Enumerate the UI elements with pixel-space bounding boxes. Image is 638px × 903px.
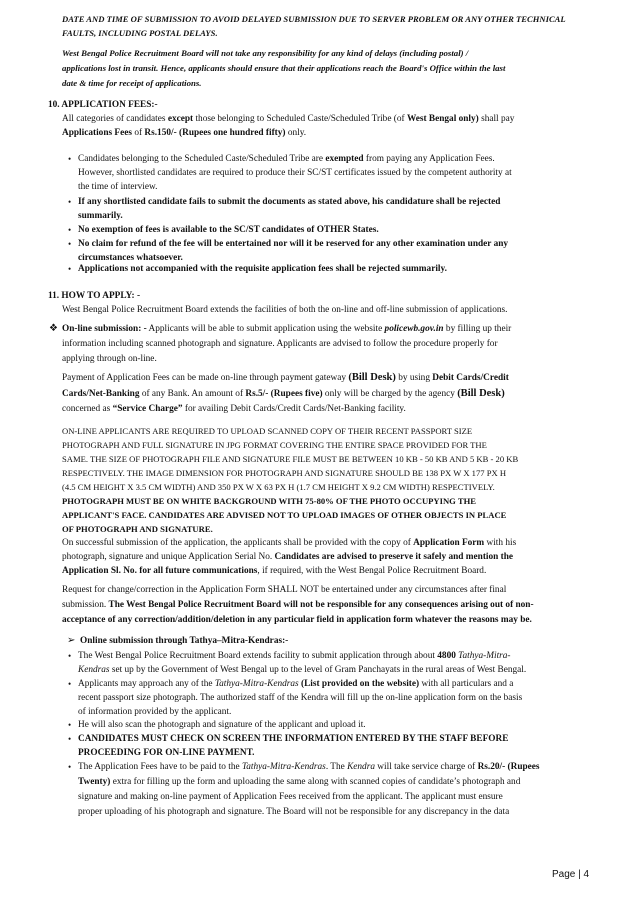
fees-paragraph [62,112,592,140]
bullet-icon: • [68,197,72,207]
tmk-heading: Online submission through Tathya–Mitra-Kendras:- [80,636,289,646]
text-line: Applications Fees of Rs.150/- (Rupees one hundred fifty) only. [62,128,307,138]
notice-line: DATE AND TIME OF SUBMISSION TO AVOID DELAYED SUBMISSION DUE TO SERVER PROBLEM OR ANY OTHER TECHNICAL [62,14,566,24]
notice-line: West Bengal Police Recruitment Board will not take any responsibility for any kind of delays (including postal) / [62,48,469,58]
section-heading-apply: 11. HOW TO APPLY: - [48,291,141,301]
correction-request-paragraph: Request for change/correction in the Application Form SHALL NOT be entertained under any circumstances after final submission. The West Bengal Police Recruitment Board will not be responsible for any consequences arising out of non- acceptance of any correction/addition/deletion in any particular field in application form whatever the reasons may be. [62,585,534,625]
bullet-icon: • [68,720,72,730]
bullet-icon: • [68,239,72,249]
bullet-icon: • [68,734,72,744]
apply-intro: West Bengal Police Recruitment Board extends the facilities of both the on-line and off-line submission of applications. [62,305,508,315]
bullet-icon: • [68,762,72,772]
successful-submission-paragraph: On successful submission of the application, the applicants shall be provided with the copy of Application Form with his photograph, signature and unique Application Serial No. Candidates are advised to preserve it safely and mention the Application Sl. No. for all future communications, if required, with the West Bengal Police Recruitment Board. [62,538,517,576]
bullet-icon: • [68,225,72,235]
upload-instructions: ON-LINE APPLICANTS ARE REQUIRED TO UPLOAD SCANNED COPY OF THEIR RECENT PASSPORT SIZE PHOTOGRAPH AND FULL SIGNATURE IN JPG FORMAT COVERING THE ENTIRE SPACE PROVIDED FOR THE SAME. THE SIZE OF PHOTOGRAPH FILE AND SIGNATURE FILE MUST BE BETWEEN 10 KB - 50 KB AND 5 KB - 20 KB RESPECTIVELY. THE IMAGE DIMENSION FOR PHOTOGRAPH AND SIGNATURE SHOULD BE 138 PX W X 177 PX H (4.5 CM HEIGHT X 3.5 CM WIDTH) AND 350 PX W X 63 PX H (1.7 CM HEIGHT X 9.2 CM WIDTH) RESPECTIVELY. PHOTOGRAPH MUST BE ON WHITE BACKGROUND WITH 75-80% OF THE PHOTO OCCUPYING THE APPLICANT'S FACE. CANDIDATES ARE ADVISED NOT TO UPLOAD IMAGES OF OTHER OBJECTS IN PLACE OF PHOTOGRAPH AND SIGNATURE. [62,426,519,534]
list-item: Candidates belonging to the Scheduled Caste/Scheduled Tribe are exempted from paying any Application Fees. However, shortlisted candidates are required to produce their SC/ST certificates issued by the competent authority at the time of interview. [78,154,512,192]
list-item: If any shortlisted candidate fails to submit the documents as stated above, his candidature shall be rejected summarily. [78,197,501,221]
list-item: Applicants may approach any of the Tathya-Mitra-Kendras (List provided on the website) with all particulars and a recent passport size photograph. The authorized staff of the Kendra will fill up the on-line application form on the basis of information provided by the applicant. [78,679,523,717]
bullet-icon: • [68,154,72,164]
section-heading-fees: 10. APPLICATION FEES:- [48,100,158,110]
notice-line: FAULTS, INCLUDING POSTAL DELAYS. [62,28,218,38]
bullet-icon: • [68,679,72,689]
list-item: He will also scan the photograph and signature of the applicant and upload it. [78,720,366,730]
submission-notice [62,12,592,40]
bullet-icon: • [68,651,72,661]
list-item: The Application Fees have to be paid to the Tathya-Mitra-Kendras. The Kendra will take service charge of Rs.20/- (Rupees Twenty) extra for filling up the form and uploading the same along with scanned copies of candidate’s photograph and signature and making on-line payment of Application Fees received from the applicant. The applicant must ensure proper uploading of his photograph and signature. The Board will not be responsible for any discrepancy in the data [78,762,540,817]
payment-paragraph: Payment of Application Fees can be made on-line through payment gateway (Bill Desk) by using Debit Cards/Credit Cards/Net-Banking of any Bank. An amount of Rs.5/- (Rupees five) only will be charged by the agency (Bill Desk) concerned as “Service Charge” for availing Debit Cards/Credit Cards/Net-Banking facility. [62,372,509,414]
online-submission-paragraph: On-line submission: - Applicants will be able to submit application using the website policewb.gov.in by filling up their information including scanned photograph and signature. Applicants are advised to follow the procedure properly for applying through on-line. [62,324,512,364]
responsibility-notice [62,46,592,91]
list-item: No exemption of fees is available to the SC/ST candidates of OTHER States. [78,225,379,235]
notice-line: applications lost in transit. Hence, applicants should ensure that their applications reach the Board's Office within the last [62,63,506,73]
diamond-bullet-icon: ❖ [49,323,58,334]
list-item: The West Bengal Police Recruitment Board extends facility to submit application through about 4800 Tathya-Mitra- Kendras set up by the Government of West Bengal up to the level of Gram Panchayats in the rural areas of West Bengal. [78,651,527,675]
list-item: Applications not accompanied with the requisite application fees shall be rejected summarily. [78,264,447,274]
page-number: Page | 4 [552,869,590,880]
bullet-icon: • [68,264,72,274]
list-item: No claim for refund of the fee will be entertained nor will it be reserved for any other examination under any circumstances whatsoever. [78,239,509,263]
text-line: All categories of candidates except those belonging to Scheduled Caste/Scheduled Tribe (of West Bengal only) shall pay [62,114,515,124]
arrow-bullet-icon: ➢ [67,635,76,646]
notice-line: date & time for receipt of applications. [62,78,202,88]
list-item: CANDIDATES MUST CHECK ON SCREEN THE INFORMATION ENTERED BY THE STAFF BEFORE PROCEEDING FOR ON-LINE PAYMENT. [78,734,509,758]
